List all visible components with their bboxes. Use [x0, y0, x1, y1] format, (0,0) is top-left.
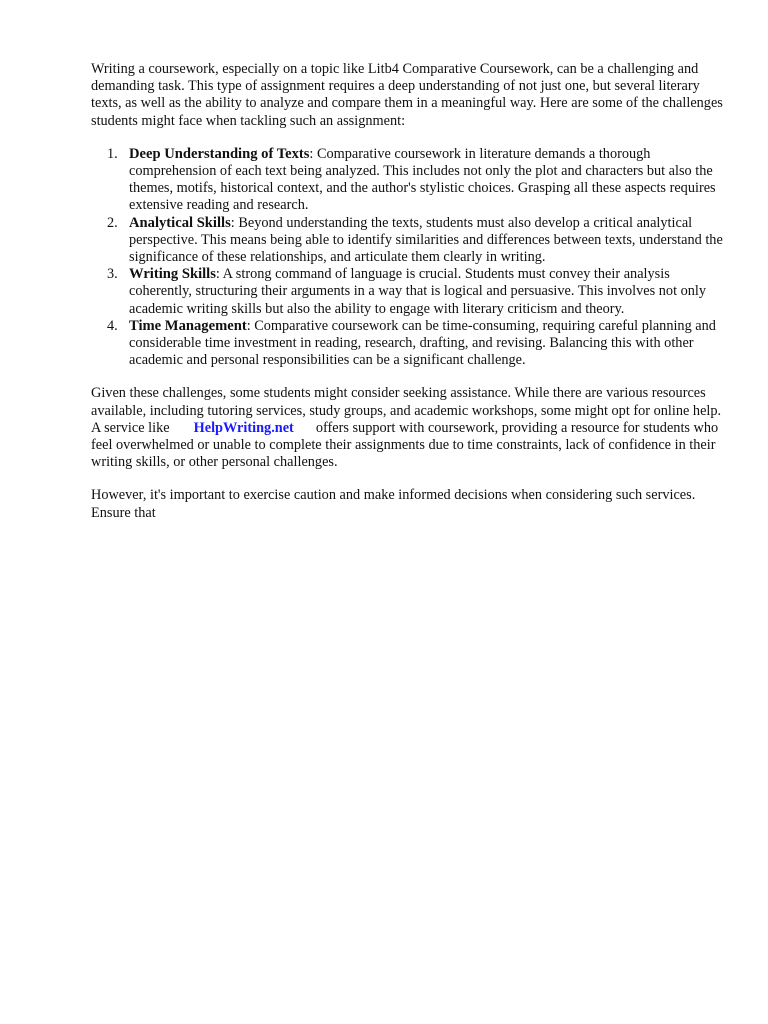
list-item-number: 2.	[107, 214, 118, 231]
list-item-term: Writing Skills	[129, 266, 216, 283]
list-item-term: Deep Understanding of Texts	[129, 145, 310, 162]
list-item	[91, 146, 731, 215]
challenges-list	[91, 146, 731, 370]
helpwriting-link[interactable]: HelpWriting.net	[193, 419, 294, 436]
list-item-term: Analytical Skills	[129, 214, 231, 231]
list-item	[91, 318, 731, 370]
list-item	[91, 266, 731, 318]
list-item-text: : A strong command of language is crucial. Students must convey their analysis coherently, structuring their arguments in a way that is logical and persuasive. This involves not only academic writing skills but also the ability to engage with literary criticism and theory.	[129, 266, 707, 317]
list-item-text: : Comparative coursework in literature demands a thorough comprehension of each text being analyzed. This includes not only the plot and characters but also the themes, motifs, historical context, and the author's stylistic choices. Grasping all these aspects requires extensive reading and research.	[129, 145, 716, 214]
list-item-number: 4.	[107, 317, 118, 334]
however-paragraph: However, it's important to exercise caution and make informed decisions when considering such services. Ensure that	[91, 487, 696, 521]
list-item-term: Time Management	[129, 317, 247, 334]
intro-paragraph: Writing a coursework, especially on a topic like Litb4 Comparative Coursework, can be a challenging and demanding task. This type of assignment requires a deep understanding of not just one, but several literary texts, as well as the ability to analyze and compare them in a meaningful way. Here are some of the challenges students might face when tackling such an assignment:	[91, 61, 723, 129]
given-text-after: offers support with coursework, providing a resource for students who feel overwhelmed or unable to complete their assignments due to time constraints, lack of confidence in their writing skills, or other personal challenges.	[91, 419, 719, 471]
list-item-number: 3.	[107, 266, 118, 283]
given-text-before: Given these challenges, some students might consider seeking assistance. While there are various resources available, including tutoring services, study groups, and academic workshops, some might opt for online help. A service like	[91, 385, 722, 436]
given-paragraph	[91, 385, 731, 471]
list-item-text: : Beyond understanding the texts, students must also develop a critical analytical perspective. This means being able to identify similarities and differences between texts, understand the significance of these relationships, and articulate them clearly in writing.	[129, 214, 723, 266]
list-item-number: 1.	[107, 145, 118, 162]
list-item-text: : Comparative coursework can be time-consuming, requiring careful planning and considerable time investment in reading, research, drafting, and revising. Balancing this with other academic and personal responsibilities can be a significant challenge.	[129, 317, 716, 369]
document-page	[91, 61, 731, 538]
list-item	[91, 215, 731, 267]
